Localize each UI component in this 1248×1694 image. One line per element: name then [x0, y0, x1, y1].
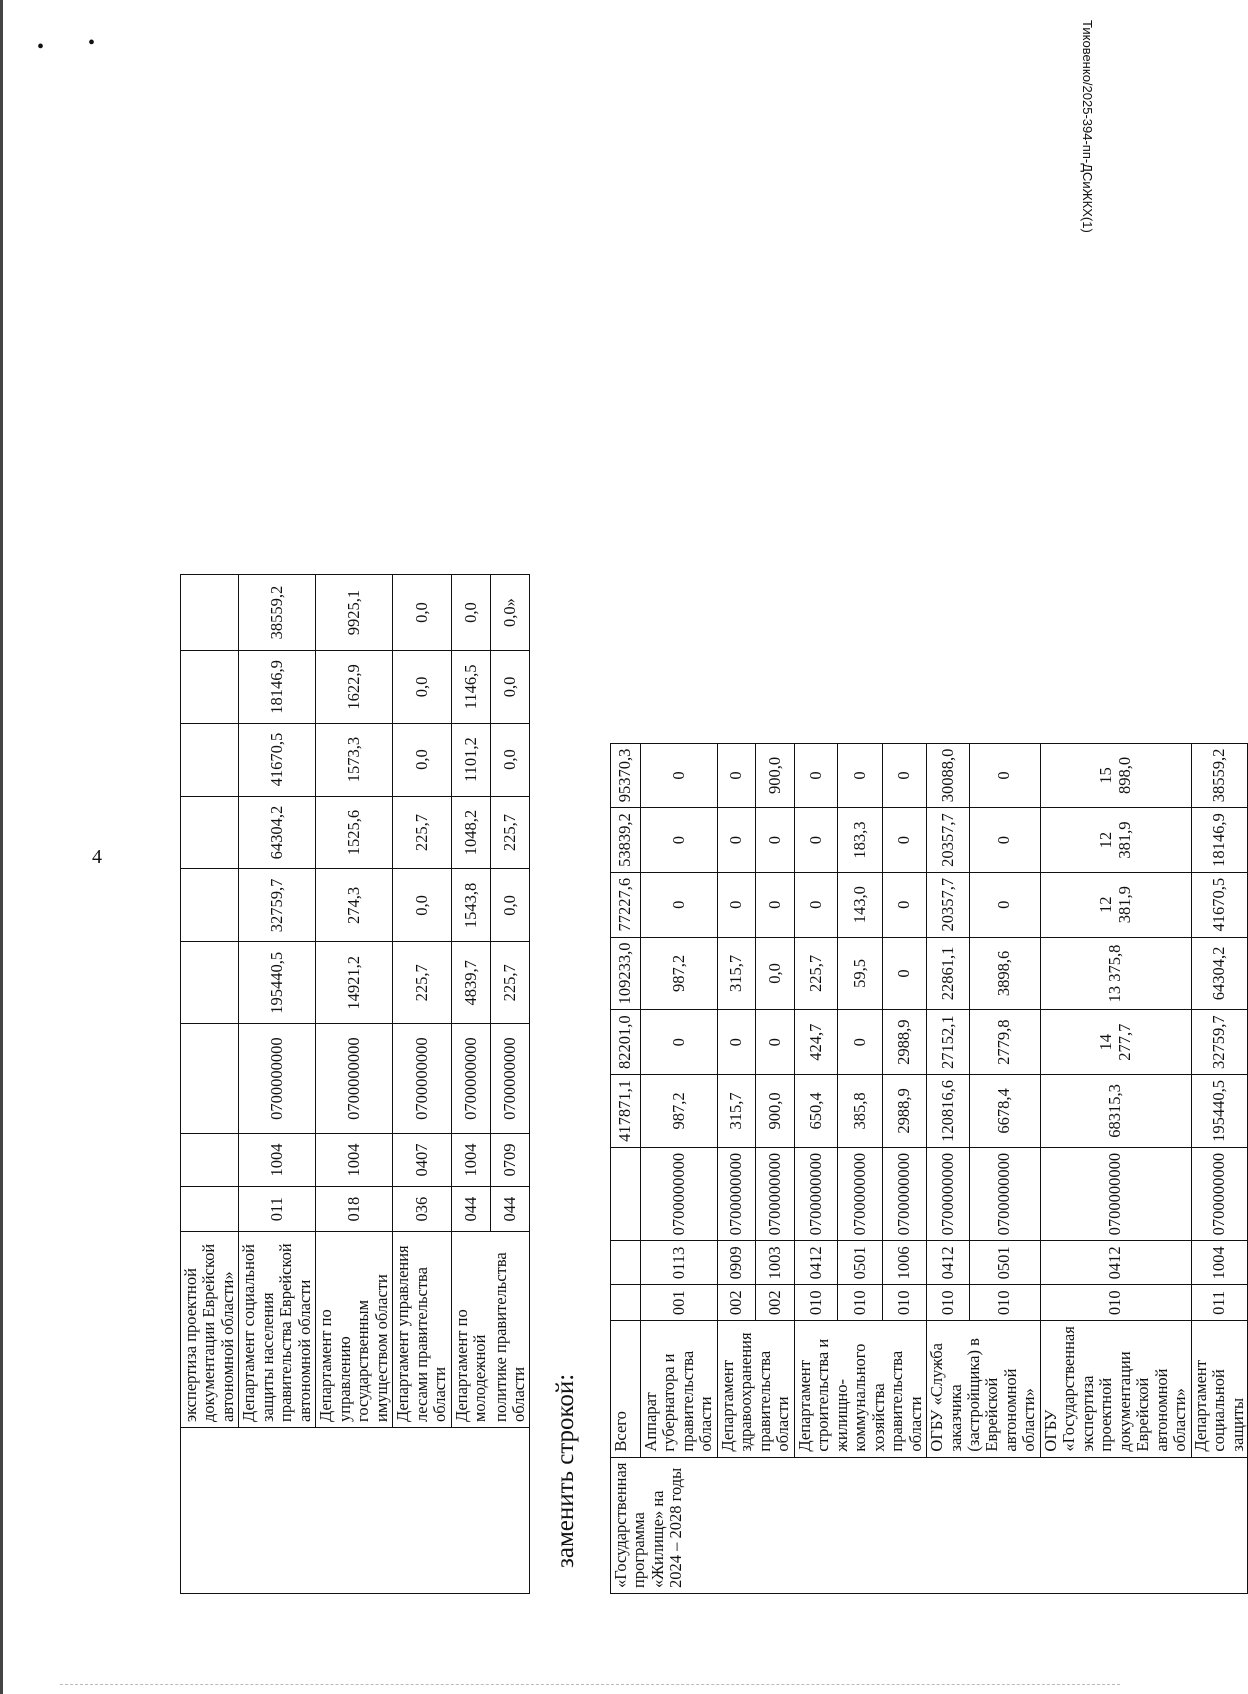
grbs-cell: 010 — [1040, 1285, 1191, 1321]
y2027-cell: 1622,9 — [316, 651, 393, 723]
y2027-cell: 12 381,9 — [1040, 808, 1191, 873]
csr-cell: 0700000000 — [1191, 1147, 1247, 1241]
total-cell: 195440,5 — [1191, 1075, 1247, 1148]
grbs-cell: 010 — [794, 1285, 838, 1321]
grbs-cell: 010 — [927, 1285, 970, 1321]
y2028-cell — [181, 575, 239, 651]
total-cell: 385,8 — [838, 1075, 883, 1148]
y2025-cell: 64304,2 — [1191, 937, 1247, 1010]
total-cell: 195440,5 — [239, 942, 316, 1024]
csr-cell: 0700000000 — [927, 1147, 970, 1241]
y2024-cell: 82201,0 — [611, 1010, 641, 1075]
y2026-cell: 41670,5 — [239, 723, 316, 796]
grbs-cell: 010 — [969, 1285, 1040, 1321]
rz-cell — [611, 1241, 641, 1285]
row-name: Департамент управления лесами правительства области — [393, 1232, 451, 1428]
row-name: политике правительства области — [491, 1232, 530, 1428]
y2027-cell: 0 — [756, 808, 794, 873]
y2026-cell — [181, 723, 239, 796]
grbs-cell: 044 — [451, 1186, 490, 1232]
total-cell: 650,4 — [794, 1075, 838, 1148]
y2028-cell: 0 — [794, 743, 838, 808]
y2025-cell: 225,7 — [393, 796, 451, 869]
y2025-cell: 59,5 — [838, 937, 883, 1010]
program-cell-empty — [181, 1428, 530, 1594]
row-name: Всего — [611, 1321, 641, 1457]
csr-cell: 0700000000 — [641, 1147, 718, 1241]
row-name: Департамент по управлению государственным имуществом области — [316, 1232, 393, 1428]
total-cell: 315,7 — [717, 1075, 755, 1148]
rz-cell: 0501 — [969, 1241, 1040, 1285]
y2025-cell: 0 — [883, 937, 927, 1010]
y2026-cell: 143,0 — [838, 872, 883, 937]
total-cell: 6678,4 — [969, 1075, 1040, 1148]
total-cell: 68315,3 — [1040, 1075, 1191, 1148]
y2026-cell: 0 — [717, 872, 755, 937]
y2027-cell: 0,0 — [393, 651, 451, 723]
y2025-cell: 64304,2 — [239, 796, 316, 869]
rz-cell: 1003 — [756, 1241, 794, 1285]
y2026-cell: 12 381,9 — [1040, 872, 1191, 937]
csr-cell: 0700000000 — [717, 1147, 755, 1241]
page-edge — [0, 0, 3, 1694]
grbs-cell: 011 — [1191, 1285, 1247, 1321]
y2026-cell: 0,0 — [491, 723, 530, 796]
total-cell: 900,0 — [756, 1075, 794, 1148]
y2026-cell: 0 — [969, 872, 1040, 937]
grbs-cell: 010 — [838, 1285, 883, 1321]
rz-cell: 0412 — [794, 1241, 838, 1285]
csr-cell: 0700000000 — [451, 1024, 490, 1134]
rz-cell: 1006 — [883, 1241, 927, 1285]
continued-budget-table — [180, 574, 530, 1594]
y2024-cell: 0,0 — [491, 869, 530, 942]
y2024-cell: 0 — [717, 1010, 755, 1075]
y2024-cell: 424,7 — [794, 1010, 838, 1075]
csr-cell: 0700000000 — [491, 1024, 530, 1134]
y2026-cell: 0 — [756, 872, 794, 937]
replacement-budget-table — [610, 743, 1248, 1594]
total-cell: 417871,1 — [611, 1075, 641, 1148]
csr-cell: 0700000000 — [239, 1024, 316, 1134]
y2024-cell: 0 — [756, 1010, 794, 1075]
y2026-cell: 1101,2 — [451, 723, 490, 796]
y2025-cell: 987,2 — [641, 937, 718, 1010]
csr-cell: 0700000000 — [883, 1147, 927, 1241]
total-cell: 987,2 — [641, 1075, 718, 1148]
y2024-cell: 2779,8 — [969, 1010, 1040, 1075]
y2024-cell: 0 — [641, 1010, 718, 1075]
rz-cell: 0412 — [927, 1241, 970, 1285]
program-title: «Государственная программа «Жилище» на 2024 – 2028 годы — [611, 1457, 1248, 1593]
y2028-cell: 95370,3 — [611, 743, 641, 808]
row-name: экспертиза проектной документации Еврейской автономной области» — [181, 1232, 239, 1428]
rz-cell: 1004 — [451, 1134, 490, 1187]
total-cell: 4839,7 — [451, 942, 490, 1024]
y2025-cell: 225,7 — [794, 937, 838, 1010]
grbs-cell: 001 — [641, 1285, 718, 1321]
y2028-cell: 0 — [883, 743, 927, 808]
y2027-cell: 53839,2 — [611, 808, 641, 873]
y2024-cell: 2988,9 — [883, 1010, 927, 1075]
y2025-cell: 1525,6 — [316, 796, 393, 869]
y2025-cell — [181, 796, 239, 869]
grbs-cell: 044 — [491, 1186, 530, 1232]
y2028-cell: 0 — [717, 743, 755, 808]
document-reference: Тиковенко/2025-394-пп-ДСиЖКХ(1) — [1080, 20, 1095, 233]
rz-cell: 0113 — [641, 1241, 718, 1285]
csr-cell: 0700000000 — [794, 1147, 838, 1241]
y2027-cell: 0 — [794, 808, 838, 873]
y2027-cell: 0 — [969, 808, 1040, 873]
replacement-budget-table-wrapper — [610, 743, 1248, 1594]
y2024-cell: 14 277,7 — [1040, 1010, 1191, 1075]
y2025-cell: 13 375,8 — [1040, 937, 1191, 1010]
row-name: ОГБУ «Служба заказчика (застройщика) в Еврейской автономной области» — [927, 1321, 1041, 1457]
scan-mark: • — [37, 36, 45, 58]
y2024-cell: 32759,7 — [239, 869, 316, 942]
page-bottom-edge — [60, 1684, 1120, 1685]
y2027-cell: 18146,9 — [239, 651, 316, 723]
y2027-cell: 0,0 — [491, 651, 530, 723]
grbs-cell: 010 — [883, 1285, 927, 1321]
y2026-cell: 0 — [641, 872, 718, 937]
rz-cell — [181, 1134, 239, 1187]
y2026-cell: 77227,6 — [611, 872, 641, 937]
grbs-cell: 002 — [717, 1285, 755, 1321]
y2024-cell: 0,0 — [393, 869, 451, 942]
total-cell: 225,7 — [393, 942, 451, 1024]
y2026-cell: 0 — [794, 872, 838, 937]
y2024-cell: 27152,1 — [927, 1010, 970, 1075]
row-name: Департамент по молодежной — [451, 1232, 490, 1428]
y2025-cell: 0,0 — [756, 937, 794, 1010]
y2024-cell: 274,3 — [316, 869, 393, 942]
csr-cell — [611, 1147, 641, 1241]
total-cell: 2988,9 — [883, 1075, 927, 1148]
y2027-cell: 18146,9 — [1191, 808, 1247, 873]
csr-cell: 0700000000 — [1040, 1147, 1191, 1241]
csr-cell: 0700000000 — [316, 1024, 393, 1134]
total-cell — [181, 942, 239, 1024]
rz-cell: 1004 — [1191, 1241, 1247, 1285]
y2027-cell: 183,3 — [838, 808, 883, 873]
grbs-cell — [611, 1285, 641, 1321]
y2028-cell: 15 898,0 — [1040, 743, 1191, 808]
y2025-cell: 22861,1 — [927, 937, 970, 1010]
y2028-cell: 9925,1 — [316, 575, 393, 651]
continued-budget-table-wrapper — [180, 574, 530, 1594]
grbs-cell: 011 — [239, 1186, 316, 1232]
grbs-cell: 018 — [316, 1186, 393, 1232]
row-name: ОГБУ «Государственная экспертиза проектной документации Еврейской автономной области» — [1040, 1321, 1191, 1457]
rz-cell: 1004 — [316, 1134, 393, 1187]
y2028-cell: 30088,0 — [927, 743, 970, 808]
rz-cell: 0501 — [838, 1241, 883, 1285]
y2028-cell: 0 — [641, 743, 718, 808]
table-row — [611, 743, 641, 1593]
y2027-cell: 1146,5 — [451, 651, 490, 723]
y2025-cell: 109233,0 — [611, 937, 641, 1010]
replace-caption: заменить строкой: — [552, 1373, 579, 1568]
total-cell: 14921,2 — [316, 942, 393, 1024]
y2028-cell: 0,0 — [393, 575, 451, 651]
total-cell: 120816,6 — [927, 1075, 970, 1148]
row-name: Аппарат губернатора и правительства области — [641, 1321, 718, 1457]
y2026-cell: 0 — [883, 872, 927, 937]
y2028-cell: 38559,2 — [1191, 743, 1247, 808]
row-name: Департамент здравоохранения правительства области — [717, 1321, 794, 1457]
y2025-cell: 1048,2 — [451, 796, 490, 869]
csr-cell: 0700000000 — [393, 1024, 451, 1134]
y2025-cell: 3898,6 — [969, 937, 1040, 1010]
rz-cell: 0909 — [717, 1241, 755, 1285]
y2027-cell — [181, 651, 239, 723]
y2024-cell: 0 — [838, 1010, 883, 1075]
total-cell: 225,7 — [491, 942, 530, 1024]
y2025-cell: 225,7 — [491, 796, 530, 869]
y2026-cell: 20357,7 — [927, 872, 970, 937]
y2027-cell: 20357,7 — [927, 808, 970, 873]
y2024-cell — [181, 869, 239, 942]
csr-cell — [181, 1024, 239, 1134]
y2025-cell: 315,7 — [717, 937, 755, 1010]
y2026-cell: 1573,3 — [316, 723, 393, 796]
grbs-cell — [181, 1186, 239, 1232]
y2027-cell: 0 — [717, 808, 755, 873]
rz-cell: 0709 — [491, 1134, 530, 1187]
y2027-cell: 0 — [641, 808, 718, 873]
row-name: Департамент социальной защиты населения правительства Еврейской автономной области — [239, 1232, 316, 1428]
y2024-cell: 32759,7 — [1191, 1010, 1247, 1075]
y2024-cell: 1543,8 — [451, 869, 490, 942]
rz-cell: 1004 — [239, 1134, 316, 1187]
grbs-cell: 002 — [756, 1285, 794, 1321]
scan-mark: • — [88, 32, 96, 54]
y2027-cell: 0 — [883, 808, 927, 873]
csr-cell: 0700000000 — [969, 1147, 1040, 1241]
row-name: Департамент строительства и жилищно-коммунального хозяйства правительства области — [794, 1321, 926, 1457]
csr-cell: 0700000000 — [838, 1147, 883, 1241]
table-row — [181, 575, 239, 1594]
y2028-cell: 38559,2 — [239, 575, 316, 651]
y2028-cell: 0 — [838, 743, 883, 808]
rz-cell: 0412 — [1040, 1241, 1191, 1285]
y2028-cell: 900,0 — [756, 743, 794, 808]
rz-cell: 0407 — [393, 1134, 451, 1187]
y2026-cell: 0,0 — [393, 723, 451, 796]
y2028-cell: 0,0 — [451, 575, 490, 651]
grbs-cell: 036 — [393, 1186, 451, 1232]
y2028-cell: 0,0» — [491, 575, 530, 651]
y2028-cell: 0 — [969, 743, 1040, 808]
row-name: Департамент социальной защиты — [1191, 1321, 1247, 1457]
page-number: 4 — [92, 846, 102, 868]
y2026-cell: 41670,5 — [1191, 872, 1247, 937]
csr-cell: 0700000000 — [756, 1147, 794, 1241]
